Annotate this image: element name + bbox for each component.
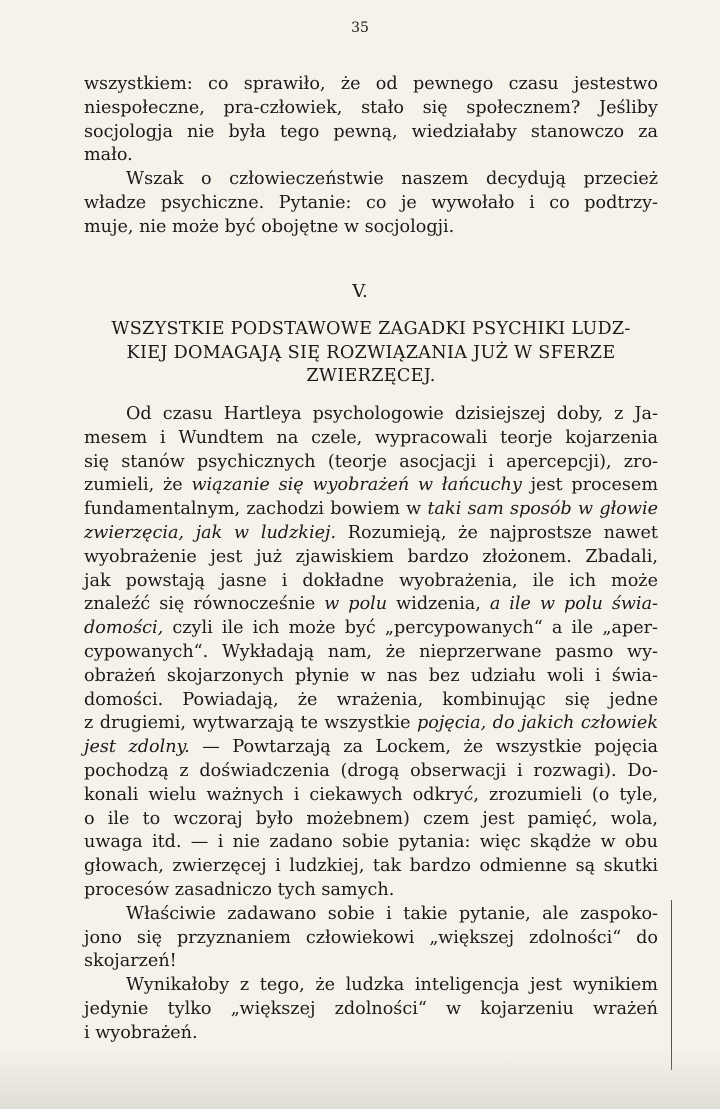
- margin-line-mark: [671, 900, 672, 1070]
- text-line: władze psychiczne. Pytanie: co je wywołało i co podtrzy-: [84, 192, 658, 213]
- text-line: skojarzeń!: [84, 951, 177, 972]
- text-line: i wyobrażeń.: [84, 1022, 198, 1043]
- text-line: wszystkiem: co sprawiło, że od pewnego czasu jestestwo: [84, 74, 658, 94]
- text-line: socjologja nie była tego pewną, wiedziałaby stanowczo za: [84, 121, 658, 142]
- text-line: Wynikałoby z tego, że ludzka inteligencja jest wynikiem: [126, 975, 658, 996]
- text-run: znaleźć się równocześnie: [84, 594, 325, 615]
- text-line: Wszak o człowieczeństwie naszem decydują przecież: [126, 169, 658, 190]
- text-line: procesów zasadniczo tych samych.: [84, 879, 395, 900]
- paragraph-1: [84, 403, 658, 903]
- text-line: [84, 593, 658, 617]
- text-line: [84, 474, 658, 498]
- text-line: [84, 712, 658, 736]
- text-line: konali wielu ważnych i ciekawych odkryć, zrozumieli (o tyle,: [84, 784, 658, 805]
- text-line: [84, 617, 658, 641]
- text-run: Rozumieją, że najprostsze nawet: [336, 522, 658, 543]
- intro-text: [84, 73, 658, 240]
- text-line: [84, 522, 658, 546]
- text-line: mesem i Wundtem na czele, wypracowali teorje kojarzenia: [84, 427, 658, 448]
- italic-run: wiązanie się wyobrażeń w łańcuchy: [191, 475, 522, 496]
- text-line: [84, 736, 658, 760]
- main-text: [84, 403, 658, 1046]
- text-line: Od czasu Hartleya psychologowie dzisiejszej doby, z Ja-: [126, 404, 658, 424]
- intro-paragraph-2: [84, 168, 658, 239]
- text-line: pochodzą z doświadczenia (drogą obserwacji i rozwagi). Do-: [84, 760, 658, 781]
- text-line: jono się przyznaniem człowiekowi „większej zdolności“ do: [84, 927, 658, 948]
- paragraph-2: [84, 903, 658, 974]
- section-title-line: KIEJ DOMAGAJĄ SIĘ ROZWIĄZANIA JUŻ W SFERZE: [126, 342, 616, 363]
- text-line: muje, nie może być obojętne w socjologji.: [84, 216, 455, 237]
- section-title: [84, 318, 658, 389]
- text-run: — Powtarzają za Lockem, że wszystkie pojęcia: [189, 737, 658, 758]
- text-run: czyli ile ich może być „percypowanych“ a ile „aper-: [163, 618, 658, 639]
- text-line: się stanów psychicznych (teorje asocjacji i apercepcji), zro-: [84, 451, 658, 472]
- text-run: z drugiemi, wytwarzają te wszystkie: [84, 713, 417, 734]
- text-run: widzenia,: [387, 594, 490, 615]
- italic-run: domości,: [84, 618, 164, 639]
- scan-edge-shading: [0, 1049, 720, 1109]
- text-line: wyobrażenie jest już zjawiskiem bardzo złożonem. Zbadali,: [84, 546, 658, 567]
- text-line: mało.: [84, 145, 133, 166]
- italic-run: a ile w polu świa-: [489, 594, 658, 615]
- text-line: głowach, zwierzęcej i ludzkiej, tak bardzo odmienne są skutki: [84, 856, 658, 877]
- text-line: o ile to wczoraj było możebnem) czem jest pamięć, wola,: [84, 808, 658, 829]
- text-run: fundamentalnym, zachodzi bowiem w: [84, 499, 428, 520]
- text-line: niespołeczne, pra-człowiek, stało się społecznem? Jeśliby: [84, 97, 658, 118]
- italic-run: zwierzęcia, jak w ludzkiej.: [84, 522, 337, 543]
- text-run: jest procesem: [521, 475, 659, 496]
- text-run: zumieli, że: [84, 475, 192, 496]
- page-number: 35: [351, 20, 369, 36]
- italic-run: jest zdolny.: [84, 737, 190, 758]
- italic-run: w polu: [324, 594, 388, 615]
- text-line: uwaga itd. — i nie zadano sobie pytania: więc skądże w obu: [84, 832, 658, 853]
- text-line: cypowanych“. Wykładają nam, że nieprzerwane pasmo wy-: [84, 641, 658, 662]
- section-title-line: ZWIERZĘCEJ.: [306, 366, 436, 387]
- section-number: V.: [352, 281, 368, 302]
- italic-run: pojęcia, do jakich człowiek: [416, 713, 659, 734]
- paragraph-3: [84, 974, 658, 1045]
- text-line: jak powstają jasne i dokładne wyobrażenia, ile ich może: [84, 570, 658, 591]
- text-line: obrażeń skojarzonych płynie w nas bez udziału woli i świa-: [84, 665, 658, 686]
- intro-paragraph: [84, 73, 658, 168]
- text-line: [84, 498, 658, 522]
- section-title-line: WSZYSTKIE PODSTAWOWE ZAGADKI PSYCHIKI LUDZ-: [111, 319, 631, 339]
- italic-run: taki sam sposób w głowie: [427, 499, 658, 520]
- text-line: Właściwie zadawano sobie i takie pytanie, ale zaspoko-: [126, 903, 658, 924]
- text-line: domości. Powiadają, że wrażenia, kombinując się jedne: [84, 689, 658, 710]
- text-line: jedynie tylko „większej zdolności“ w kojarzeniu wrażeń: [84, 998, 658, 1019]
